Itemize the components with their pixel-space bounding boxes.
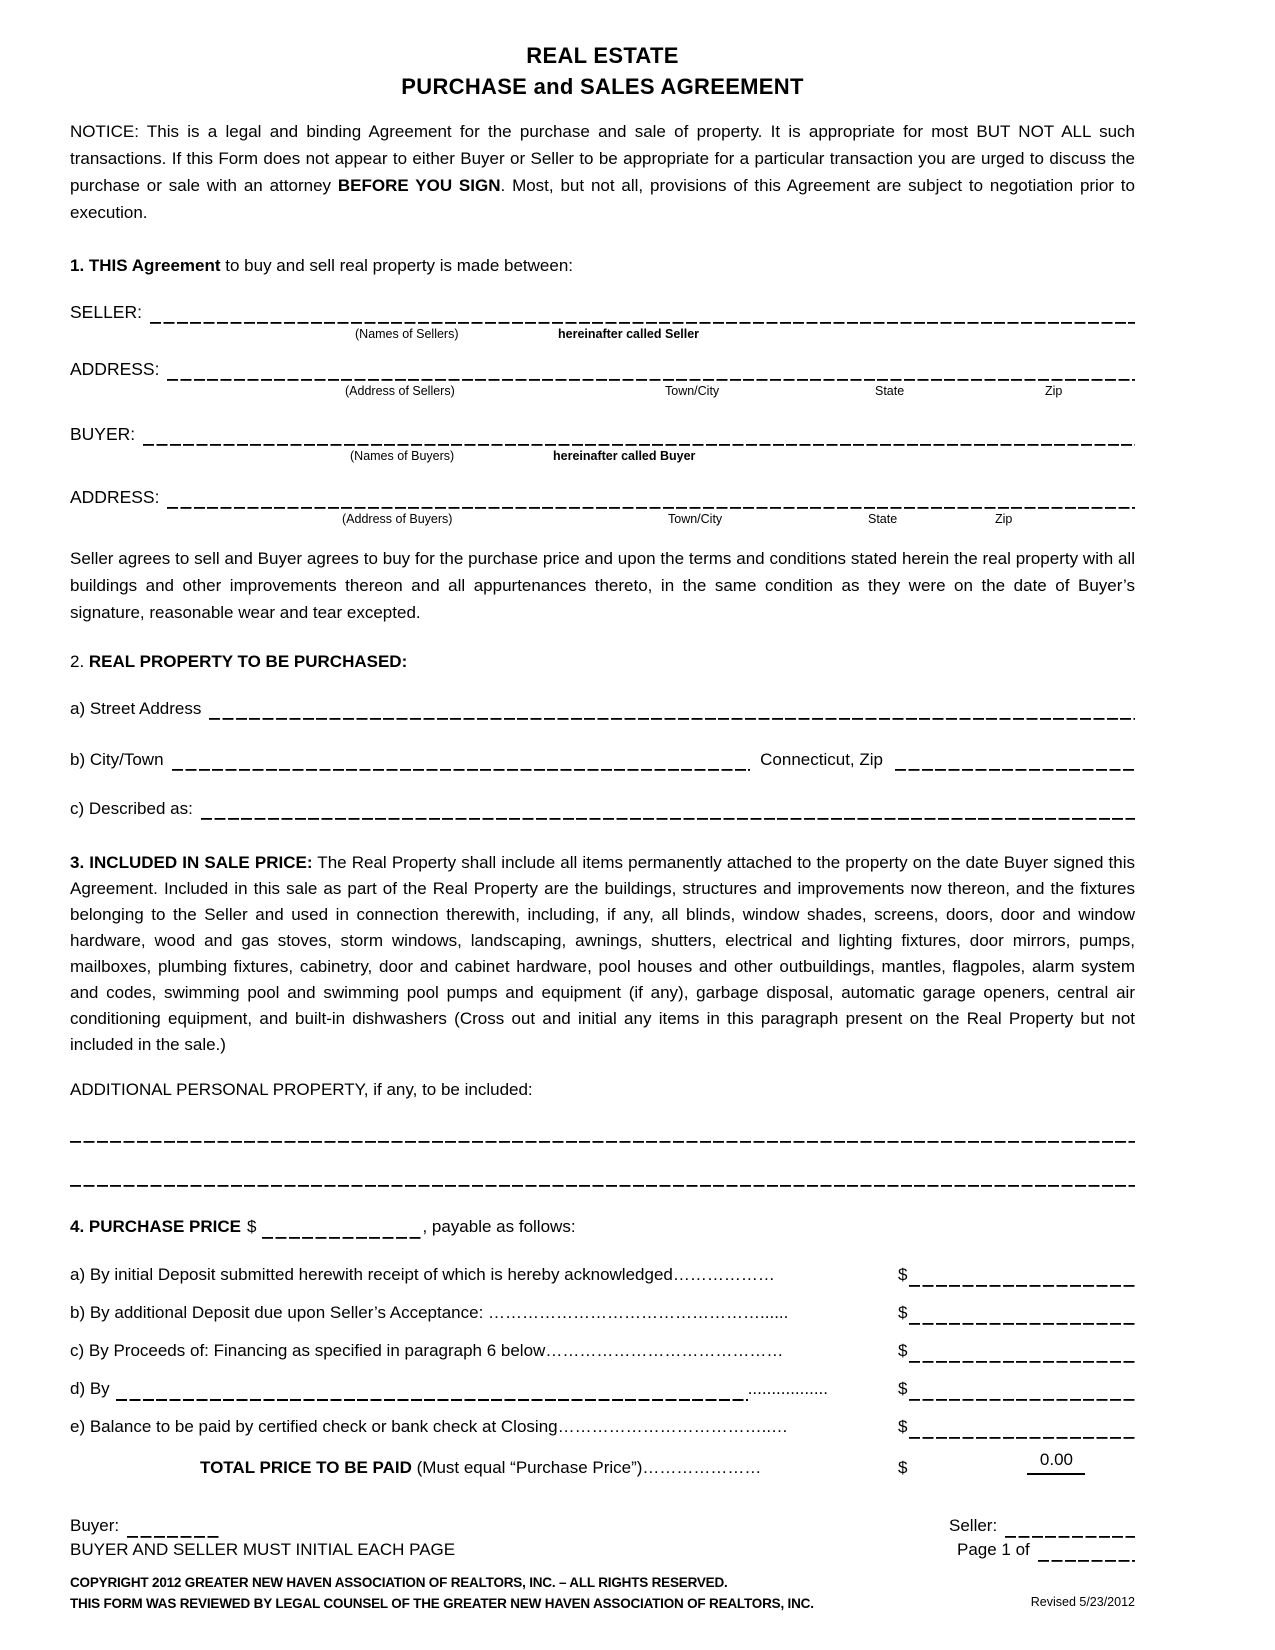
title-line-2: PURCHASE and SALES AGREEMENT [401,74,804,99]
connecticut-zip-label: Connecticut, Zip [760,750,883,769]
payment-a-amount-input[interactable] [909,1269,1135,1287]
copyright-line-2: THIS FORM WAS REVIEWED BY LEGAL COUNSEL OF THE GREATER NEW HAVEN ASSOCIATION OF REALTORS, INC. [70,1596,814,1611]
buyer-state-caption: State [868,512,898,526]
initial-each-page-note: BUYER AND SELLER MUST INITIAL EACH PAGE [70,1540,456,1559]
payment-c-description: c) By Proceeds of: Financing as specified in paragraph 6 below…………………………………… [70,1341,784,1360]
names-of-sellers-caption: (Names of Sellers) [355,327,459,341]
seller-address-captions [70,381,1135,403]
copyright-block [70,1572,1135,1614]
page-note-row [70,1538,1135,1562]
purchase-price-heading: 4. PURCHASE PRICE [70,1217,241,1236]
seller-initial-input[interactable] [1005,1520,1135,1538]
buyer-address-label: ADDRESS: [70,487,160,507]
buyer-row [70,423,1135,446]
agreement-paragraph: Seller agrees to sell and Buyer agrees to buy for the purchase price and upon the terms and conditions stated herein the real property with all buildings and other improvements thereon and all appurtenances thereto, in the same condition as they were on the date of Buyer’s signature, reasonable wear and tear excepted. [70,549,1135,622]
dollar-sign: $ [898,1417,908,1436]
purchase-price-input[interactable] [262,1221,422,1239]
buyer-label: BUYER: [70,424,136,444]
address-of-buyers-caption: (Address of Buyers) [342,512,453,526]
additional-property-input-line-1[interactable] [70,1127,1135,1143]
dollar-sign: $ [898,1379,908,1398]
total-price-description [70,1456,828,1480]
payment-row-c [70,1339,1135,1363]
street-address-row [70,697,1135,720]
buyer-address-row [70,486,1135,509]
seller-row [70,301,1135,324]
section-3-paragraph [70,850,1135,1058]
document-title [70,40,1135,102]
payment-e-description: e) Balance to be paid by certified check or bank check at Closing………………………………..… [70,1417,789,1436]
seller-zip-caption: Zip [1045,384,1063,398]
buyer-initial-input[interactable] [127,1520,219,1538]
names-of-buyers-caption: (Names of Buyers) [350,449,455,463]
page-count-input[interactable] [1038,1544,1135,1562]
section-2-heading: 2. REAL PROPERTY TO BE PURCHASED: [70,652,408,671]
payment-b-amount-input[interactable] [909,1307,1135,1325]
street-address-label: a) Street Address [70,699,202,718]
notice-text-start: NOTICE: This is a legal and binding Agreement for the purchase and sale of property. It is appropriate for most BUT NOT ALL such transactions. If this Form does not appear to either Buyer or Seller to be appropriate for a particular transaction you are urged to discuss the purchase or sale with an attorney [70,122,1135,195]
seller-town-city-caption: Town/City [665,384,720,398]
payment-d-dots: ................. [747,1379,828,1398]
seller-initial-label: Seller: [949,1516,998,1535]
buyer-captions [70,446,1135,468]
payment-row-a [70,1263,1135,1287]
revised-date: Revised 5/23/2012 [1030,1595,1135,1609]
additional-property-label: ADDITIONAL PERSONAL PROPERTY, if any, to be included: [70,1080,533,1099]
described-as-row [70,797,1135,820]
seller-address-input[interactable] [167,363,1135,381]
street-address-input[interactable] [209,702,1135,720]
buyer-initial-label: Buyer: [70,1516,120,1535]
payment-row-d [70,1377,1135,1401]
payment-c-amount-input[interactable] [909,1345,1135,1363]
hereinafter-called-buyer-caption: hereinafter called Buyer [553,449,696,463]
payment-b-description: b) By additional Deposit due upon Seller’s Acceptance: …………………………………………...... [70,1303,789,1322]
notice-paragraph [70,118,1135,226]
payment-d-amount-input[interactable] [909,1383,1135,1401]
payment-e-amount-input[interactable] [909,1421,1135,1439]
section-3-heading: 3. INCLUDED IN SALE PRICE: [70,853,313,872]
payment-a-description: a) By initial Deposit submitted herewith receipt of which is hereby acknowledged……………… [70,1265,775,1284]
payment-row-b [70,1301,1135,1325]
payment-d-prefix: d) By [70,1379,110,1398]
total-price-note: (Must equal “Purchase Price”)………………… [411,1458,762,1477]
seller-name-input[interactable] [150,306,1135,324]
seller-captions [70,324,1135,346]
page-number-label: Page 1 of [957,1540,1030,1559]
additional-property-input-line-2[interactable] [70,1171,1135,1187]
seller-state-caption: State [875,384,905,398]
section-1-heading: 1. THIS Agreement to buy and sell real property is made between: [70,256,574,275]
purchase-price-dollar-sign: $ [246,1217,257,1236]
described-as-input[interactable] [201,802,1135,820]
initials-row [70,1514,1135,1538]
dollar-sign: $ [898,1458,908,1477]
title-line-1: REAL ESTATE [526,43,679,68]
notice-bold-phrase: BEFORE YOU SIGN [337,176,501,195]
total-price-row [70,1450,1135,1480]
notice-text-end: . Most, but not all, provisions of this Agreement are subject to negotiation prior to execution. [70,176,1135,222]
buyer-zip-caption: Zip [995,512,1013,526]
section-4-heading [70,1215,1135,1239]
zip-input[interactable] [895,753,1135,771]
buyer-town-city-caption: Town/City [668,512,723,526]
described-as-label: c) Described as: [70,799,193,818]
city-town-input[interactable] [172,753,751,771]
total-price-value[interactable]: 0.00 [1027,1448,1085,1475]
buyer-name-input[interactable] [143,428,1135,446]
seller-label: SELLER: [70,302,142,322]
section-3-body: The Real Property shall include all items permanently attached to the property on the date Buyer signed this Agreement. Included in this sale as part of the Real Property are the buildings, structures and improvements now thereon, and the fixtures belonging to the Seller and used in connection therewith, including, if any, all blinds, window shades, screens, doors, door and window hardware, wood and gas stoves, storm windows, landscaping, awnings, shutters, electrical and lighting fixtures, door mirrors, pumps, mailboxes, plumbing fixtures, cabinetry, door and cabinet hardware, pool houses and other outbuildings, mantles, flagpoles, alarm system and codes, swimming pool and swimming pool pumps and equipment (if any), garbage disposal, automatic garage openers, central air conditioning equipment, and built-in dishwashers (Cross out and initial any items in this paragraph present on the Real Property but not included in the sale.) [70,853,1135,1054]
seller-address-label: ADDRESS: [70,359,160,379]
city-town-row [70,748,1135,771]
payment-d-description-input[interactable] [116,1383,748,1401]
dollar-sign: $ [898,1303,908,1322]
address-of-sellers-caption: (Address of Sellers) [345,384,455,398]
buyer-address-captions [70,509,1135,531]
city-town-label: b) City/Town [70,750,164,769]
copyright-line-1: COPYRIGHT 2012 GREATER NEW HAVEN ASSOCIATION OF REALTORS, INC. – ALL RIGHTS RESERVED. [70,1575,728,1590]
buyer-address-input[interactable] [167,491,1135,509]
total-price-label: TOTAL PRICE TO BE PAID [200,1458,412,1477]
payable-as-follows-text: , payable as follows: [422,1217,576,1236]
seller-address-row [70,358,1135,381]
dollar-sign: $ [898,1341,908,1360]
hereinafter-called-seller-caption: hereinafter called Seller [558,327,700,341]
dollar-sign: $ [898,1265,908,1284]
payment-row-e [70,1415,1135,1439]
